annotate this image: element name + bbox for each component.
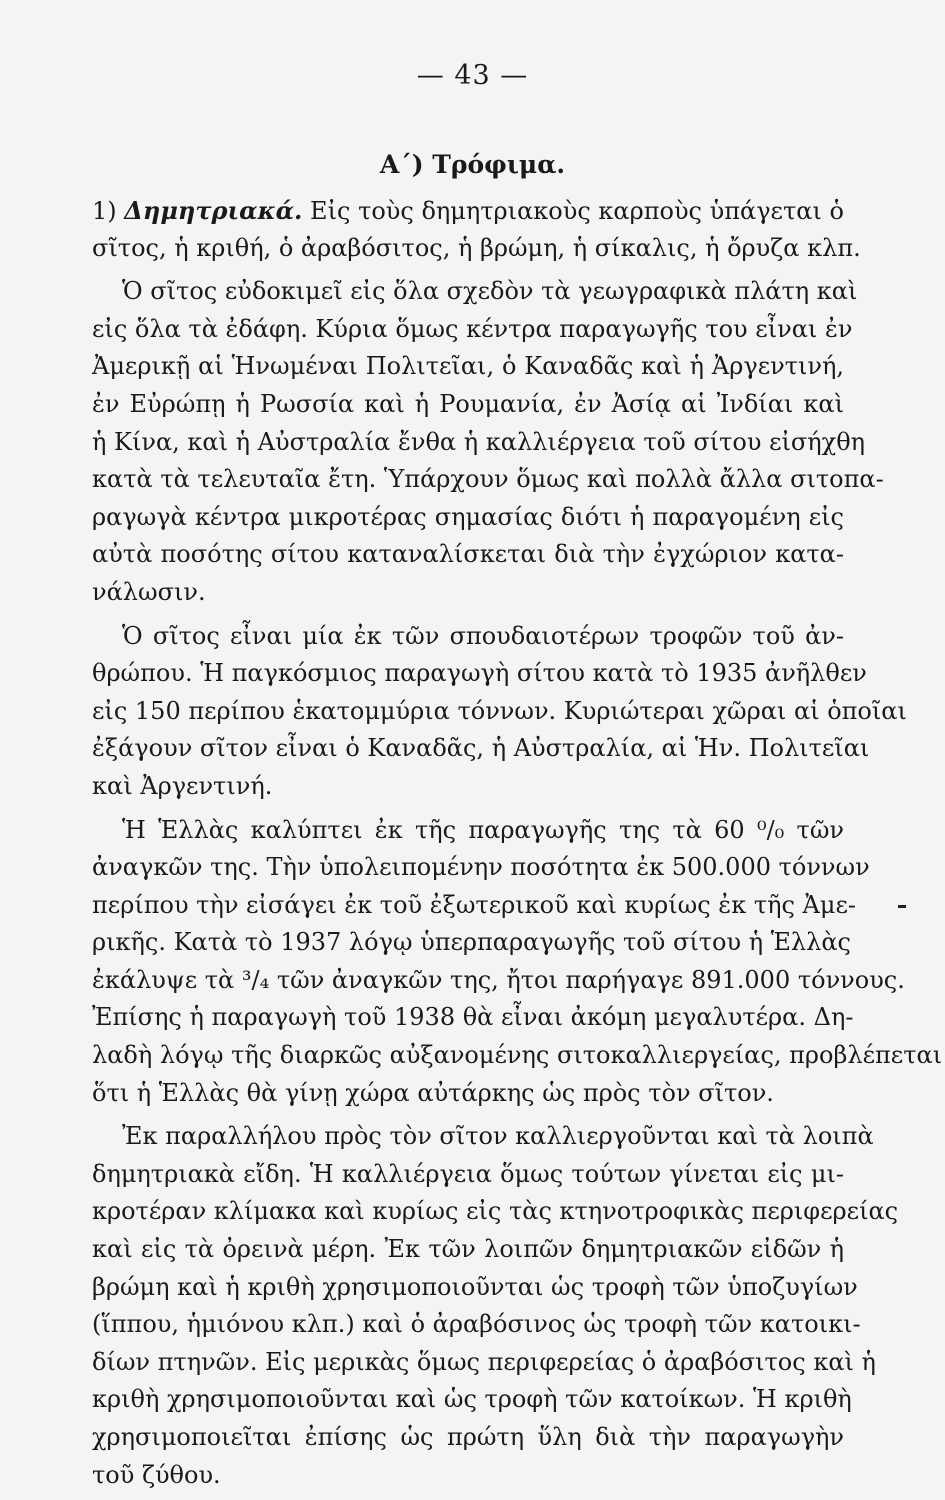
section-heading: Α΄) Τρόφιμα.: [379, 150, 566, 179]
paragraph-greece-production: [92, 812, 943, 1113]
paragraph-world-production: [92, 618, 907, 806]
text-line: (ἵππου, ἡμιόνου κλπ.) καὶ ὁ ἀραβόσινος ὡς τροφὴ τῶν κατοικι-: [92, 1310, 861, 1339]
text-line: Ὁ σῖτος εὐδοκιμεῖ εἰς ὅλα σχεδὸν τὰ γεωγραφικὰ πλάτη καὶ: [122, 277, 858, 306]
text-line: ὅτι ἡ Ἑλλὰς θὰ γίνῃ χώρα αὐτάρκης ὡς πρὸς τὸν σῖτον.: [92, 1078, 774, 1107]
text-line: ἡ Κίνα, καὶ ἡ Αὐστραλία ἔνθα ἡ καλλιέργεια τοῦ σίτου εἰσήχθη: [92, 427, 866, 456]
text-line: περίπου τὴν εἰσάγει ἐκ τοῦ ἐξωτερικοῦ καὶ κυρίως ἐκ τῆς Ἀμε-: [92, 890, 857, 919]
text-line: ἀναγκῶν της. Τὴν ὑπολειπομένην ποσότητα ἐκ 500.000 τόννων: [92, 853, 870, 882]
text-line: κροτέραν κλίμακα καὶ κυρίως εἰς τὰς κτηνοτροφικὰς περιφερείας: [92, 1197, 899, 1226]
text-line: χρησιμοποιεῖται ἐπίσης ὡς πρώτη ὕλη διὰ τὴν παραγωγὴν: [92, 1423, 844, 1451]
text-line: κατὰ τὰ τελευταῖα ἔτη. Ὑπάρχουν ὅμως καὶ πολλὰ ἄλλα σιτοπα-: [92, 465, 884, 494]
item-number: 1): [92, 197, 117, 225]
text-line: [92, 192, 844, 230]
text-line: λαδὴ λόγῳ τῆς διαρκῶς αὐξανομένης σιτοκαλλιεργείας, προβλέπεται: [92, 1041, 943, 1070]
text-line: Ἐπίσης ἡ παραγωγὴ τοῦ 1938 θὰ εἶναι ἀκόμη μεγαλυτέρα. Δη-: [92, 1003, 854, 1032]
text-line: ραγωγὰ κέντρα μικροτέρας σημασίας διότι ἡ παραγομένη εἰς: [92, 502, 844, 531]
text-line: Ἡ Ἑλλὰς καλύπτει ἐκ τῆς παραγωγῆς της τὰ 60 ⁰/₀ τῶν: [122, 815, 844, 844]
text-line: σῖτος, ἡ κριθή, ὁ ἀραβόσιτος, ἡ βρώμη, ἡ σίκαλις, ἡ ὄρυζα κλπ.: [92, 233, 861, 262]
text-line: κριθὴ χρησιμοποιοῦνται καὶ ὡς τροφὴ τῶν κατοίκων. Ἡ κριθὴ: [92, 1385, 852, 1414]
text-line: αὐτὰ ποσότης σίτου καταναλίσκεται διὰ τὴν ἐγχώριον κατα-: [92, 540, 844, 569]
text-line: Ἐκ παραλλήλου πρὸς τὸν σῖτον καλλιεργοῦνται καὶ τὰ λοιπὰ: [122, 1122, 874, 1151]
body-text: [92, 192, 943, 1494]
page-number: — 43 —: [416, 60, 529, 91]
text-line: ἐν Εὐρώπῃ ἡ Ρωσσία καὶ ἡ Ρουμανία, ἐν Ἀσίᾳ αἱ Ἰνδίαι καὶ: [92, 389, 844, 418]
ink-mark: [898, 905, 906, 908]
paragraph-other-cereals: [92, 1118, 899, 1494]
text-line: ρικῆς. Κατὰ τὸ 1937 λόγῳ ὑπερπαραγωγῆς τοῦ σίτου ἡ Ἑλλὰς: [92, 928, 851, 957]
paragraph-cereals-intro: [92, 192, 861, 267]
text-line: ἐξάγουν σῖτον εἶναι ὁ Καναδᾶς, ἡ Αὐστραλία, αἱ Ἡν. Πολιτεῖαι: [92, 734, 870, 763]
text-line: Ὁ σῖτος εἶναι μία ἐκ τῶν σπουδαιοτέρων τροφῶν τοῦ ἀν-: [122, 621, 844, 650]
text-line: τοῦ ζύθου.: [92, 1460, 221, 1489]
text-line: εἰς ὅλα τὰ ἐδάφη. Κύρια ὅμως κέντρα παραγωγῆς του εἶναι ἐν: [92, 314, 853, 343]
item-label: Δημητριακά.: [124, 196, 303, 225]
text-line: νάλωσιν.: [92, 577, 206, 606]
text-line: δημητριακὰ εἴδη. Ἡ καλλιέργεια ὅμως τούτων γίνεται εἰς μι-: [92, 1159, 844, 1188]
text-line: καὶ Ἀργεντινή.: [92, 771, 273, 800]
text-line-fragment: Εἰς τοὺς δημητριακοὺς καρποὺς ὑπάγεται ὁ: [302, 197, 844, 225]
text-line: δίων πτηνῶν. Εἰς μερικὰς ὅμως περιφερείας ὁ ἀραβόσιτος καὶ ἡ: [92, 1347, 876, 1376]
text-line: θρώπου. Ἡ παγκόσμιος παραγωγὴ σίτου κατὰ τὸ 1935 ἀνῆλθεν: [92, 659, 867, 688]
text-line: καὶ εἰς τὰ ὀρεινὰ μέρη. Ἐκ τῶν λοιπῶν δημητριακῶν εἰδῶν ἡ: [92, 1235, 844, 1264]
text-line: ἐκάλυψε τὰ ³/₄ τῶν ἀναγκῶν της, ἤτοι παρήγαγε 891.000 τόννους.: [92, 965, 905, 994]
paragraph-wheat-regions: [92, 273, 884, 611]
text-line: εἰς 150 περίπου ἑκατομμύρια τόννων. Κυριώτεραι χῶραι αἱ ὁποῖαι: [92, 696, 907, 725]
text-line: βρώμη καὶ ἡ κριθὴ χρησιμοποιοῦνται ὡς τροφὴ τῶν ὑποζυγίων: [92, 1272, 858, 1301]
text-line: Ἀμερικῇ αἱ Ἡνωμέναι Πολιτεῖαι, ὁ Καναδᾶς καὶ ἡ Ἀργεντινή,: [92, 352, 844, 381]
